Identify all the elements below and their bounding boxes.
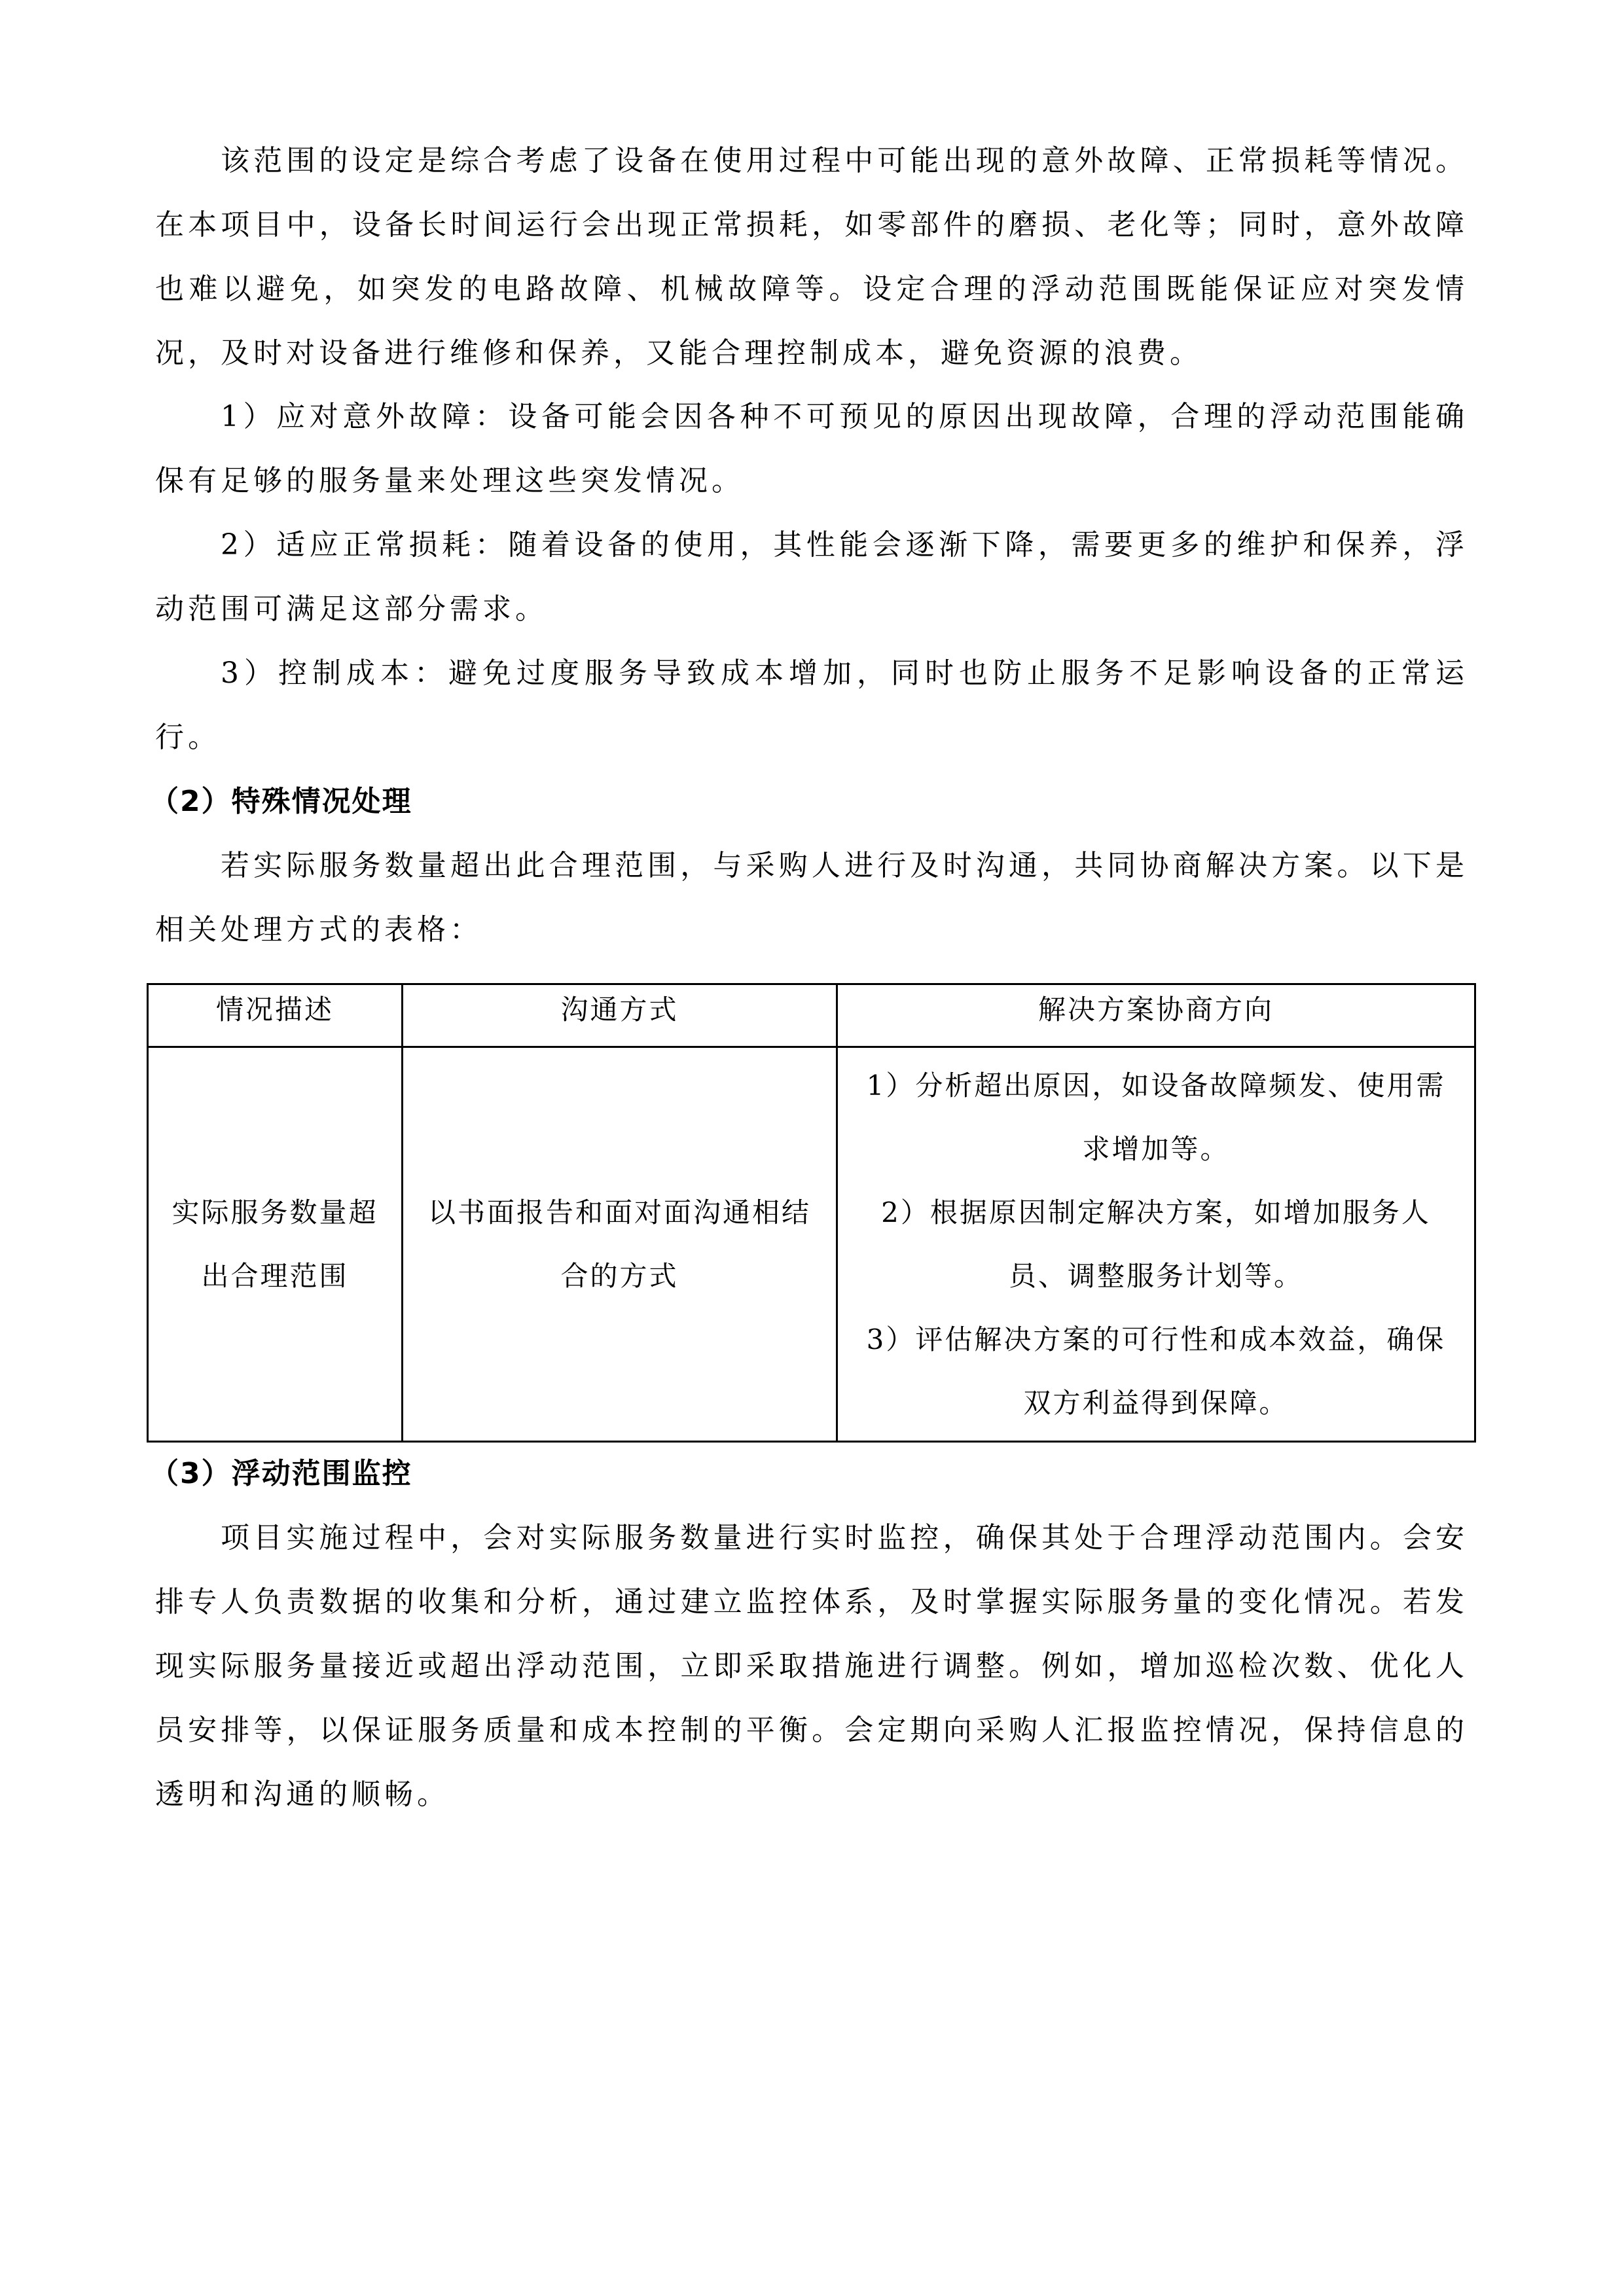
header-solutions: 解决方案协商方向 [837, 984, 1475, 1047]
solution-item: 2）根据原因制定解决方案，如增加服务人员、调整服务计划等。 [881, 1196, 1431, 1292]
point-2-paragraph: 2）适应正常损耗：随着设备的使用，其性能会逐渐下降，需要更多的维护和保养，浮动范围可满足这部分需求。 [155, 528, 1468, 626]
solution-item: 1）分析超出原因，如设备故障频发、使用需求增加等。 [866, 1069, 1446, 1165]
cell-communication: 以书面报告和面对面沟通相结合的方式 [403, 1047, 837, 1442]
header-situation: 情况描述 [148, 984, 403, 1047]
point-3-paragraph: 3）控制成本：避免过度服务导致成本增加，同时也防止服务不足影响设备的正常运行。 [155, 656, 1468, 754]
solution-item: 3）评估解决方案的可行性和成本效益，确保双方利益得到保障。 [866, 1323, 1446, 1419]
point-1-paragraph: 1）应对意外故障：设备可能会因各种不可预见的原因出现故障，合理的浮动范围能确保有足够的服务量来处理这些突发情况。 [155, 400, 1468, 497]
section-3-heading: （3）浮动范围监控 [150, 1457, 412, 1490]
table-header-row [148, 984, 1475, 1047]
handling-table [147, 983, 1476, 1443]
section-2-heading: （2）特殊情况处理 [150, 785, 412, 818]
header-communication: 沟通方式 [403, 984, 837, 1047]
table-row [148, 1047, 1475, 1442]
cell-situation: 实际服务数量超出合理范围 [148, 1047, 403, 1442]
section-2-intro: 若实际服务数量超出此合理范围，与采购人进行及时沟通，共同协商解决方案。以下是相关处理方式的表格： [155, 849, 1468, 946]
section-3-body: 项目实施过程中，会对实际服务数量进行实时监控，确保其处于合理浮动范围内。会安排专人负责数据的收集和分析，通过建立监控体系，及时掌握实际服务量的变化情况。若发现实际服务量接近或超出浮动范围，立即采取措施进行调整。例如，增加巡检次数、优化人员安排等，以保证服务质量和成本控制的平衡。会定期向采购人汇报监控情况，保持信息的透明和沟通的顺畅。 [155, 1521, 1468, 1811]
cell-solutions [837, 1047, 1475, 1442]
intro-paragraph: 该范围的设定是综合考虑了设备在使用过程中可能出现的意外故障、正常损耗等情况。在本项目中，设备长时间运行会出现正常损耗，如零部件的磨损、老化等；同时，意外故障也难以避免，如突发的电路故障、机械故障等。设定合理的浮动范围既能保证应对突发情况，及时对设备进行维修和保养，又能合理控制成本，避免资源的浪费。 [155, 144, 1468, 370]
